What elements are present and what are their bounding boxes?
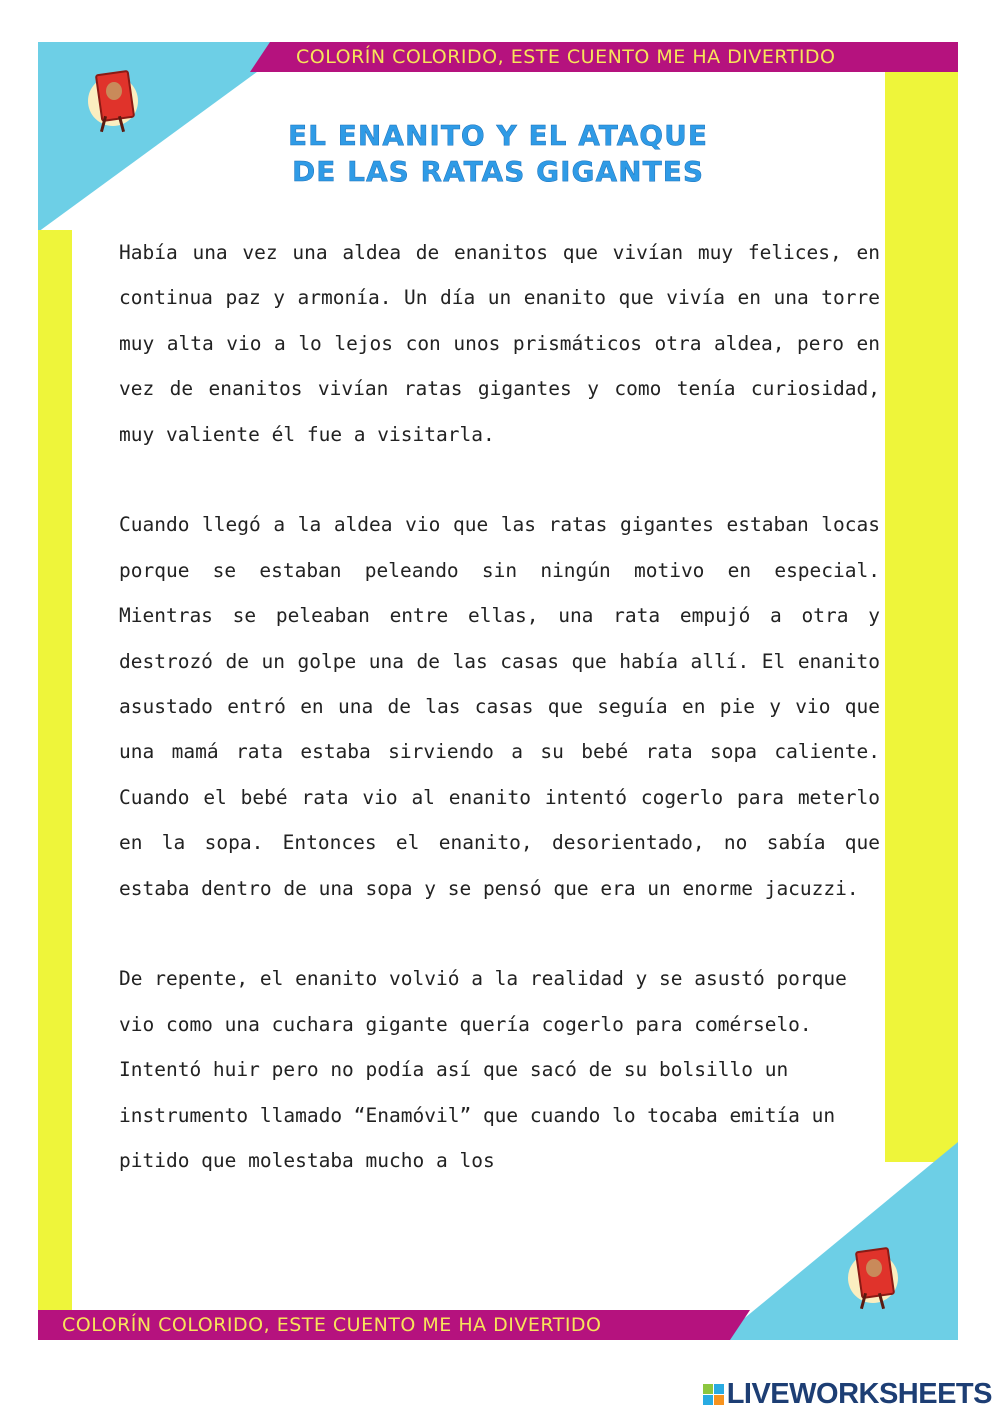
- banner-bottom-text: COLORÍN COLORIDO, ESTE CUENTO ME HA DIVERTIDO: [62, 1314, 602, 1336]
- book-mascot-icon: [842, 1247, 902, 1313]
- logo-mark-icon: [703, 1384, 724, 1405]
- paragraph: Había una vez una aldea de enanitos que vivían muy felices, en continua paz y armonía. Un día un enanito que vivía en una torre muy alta vio a lo lejos con unos prismáticos otra aldea, pero en vez de enanitos vivían ratas gigantes y como tenía curiosidad, muy valiente él fue a visitarla.: [119, 241, 880, 446]
- liveworksheets-logo: [703, 1378, 992, 1411]
- banner-top-text: COLORÍN COLORIDO, ESTE CUENTO ME HA DIVERTIDO: [296, 46, 836, 68]
- yellow-strip-right: [885, 72, 958, 1162]
- story-text: [119, 230, 880, 1229]
- paragraph: Cuando llegó a la aldea vio que las ratas gigantes estaban locas porque se estaban peleando sin ningún motivo en especial. Mientras se peleaban entre ellas, una rata empujó a otra y destrozó de un golpe una de las casas que había allí. El enanito asustado entró en una de las casas que seguía en pie y vio que una mamá rata estaba sirviendo a su bebé rata sopa caliente. Cuando el bebé rata vio al enanito intentó cogerlo para meterlo en la sopa. Entonces el enanito, desorientado, no sabía que estaba dentro de una sopa y se pensó que era un enorme jacuzzi.: [119, 513, 880, 900]
- title-line-1: EL ENANITO Y EL ATAQUE: [288, 119, 708, 152]
- logo-text: LIVEWORKSHEETS: [726, 1378, 992, 1410]
- paragraph: De repente, el enanito volvió a la realidad y se asustó porque vio como una cuchara gigante quería cogerlo para comérselo. Intentó huir pero no podía así que sacó de su bolsillo un instrumento llamado “Enamóvil” que cuando lo tocaba emitía un pitido que molestaba mucho a los: [119, 967, 847, 1173]
- title-line-2: DE LAS RATAS GIGANTES: [292, 155, 704, 188]
- worksheet-page: [38, 42, 958, 1340]
- story-title: [38, 118, 958, 190]
- yellow-strip-left: [38, 230, 72, 1310]
